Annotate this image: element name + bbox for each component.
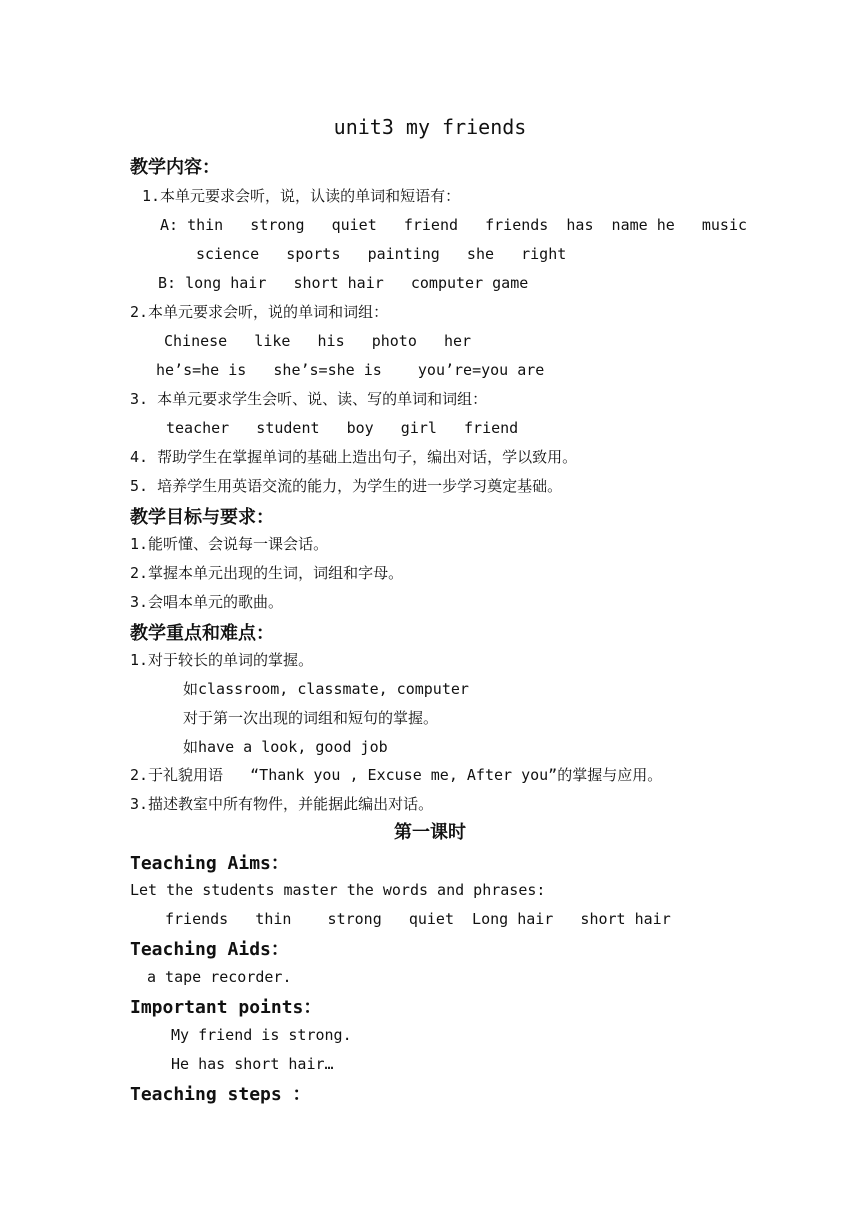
- content-line-9: teacher student boy girl friend: [166, 419, 519, 437]
- teaching-steps-heading: Teaching steps ：: [130, 1084, 311, 1105]
- goals-line-2: 2.掌握本单元出现的生词，词组和字母。: [130, 564, 404, 582]
- key-line-1: 1.对于较长的单词的掌握。: [130, 651, 314, 669]
- aims-line-1: Let the students master the words and phrases:: [130, 881, 546, 899]
- content-line-2: A: thin strong quiet friend friends has name he music: [160, 216, 747, 234]
- content-line-8: 3. 本单元要求学生会听、说、读、写的单词和词组：: [130, 390, 488, 408]
- important-points-heading: Important points：: [130, 997, 322, 1018]
- points-line-2: He has short hair…: [171, 1055, 334, 1073]
- aims-line-2: friends thin strong quiet Long hair short hair: [165, 910, 671, 928]
- content-line-7: he’s=he is she’s=she is you’re=you are: [156, 361, 545, 379]
- goals-line-1: 1.能听懂、会说每一课会话。: [130, 535, 329, 553]
- teaching-aids-heading: Teaching Aids：: [130, 939, 289, 960]
- content-line-4: B: long hair short hair computer game: [158, 274, 529, 292]
- section-heading-goals: 教学目标与要求：: [130, 507, 274, 528]
- key-line-5: 2.于礼貌用语 “Thank you , Excuse me, After you”的掌握与应用。: [130, 766, 663, 784]
- goals-line-3: 3.会唱本单元的歌曲。: [130, 593, 284, 611]
- content-line-3: science sports painting she right: [196, 245, 567, 263]
- content-line-11: 5. 培养学生用英语交流的能力，为学生的进一步学习奠定基础。: [130, 477, 563, 495]
- content-line-1: 1.本单元要求会听，说，认读的单词和短语有：: [142, 187, 461, 205]
- section-heading-key-points: 教学重点和难点：: [130, 623, 274, 644]
- content-line-5: 2.本单元要求会听，说的单词和词组：: [130, 303, 389, 321]
- key-line-4: 如have a look, good job: [183, 738, 388, 756]
- aids-line-1: a tape recorder.: [147, 968, 292, 986]
- teaching-aims-heading: Teaching Aims：: [130, 853, 289, 874]
- content-line-10: 4. 帮助学生在掌握单词的基础上造出句子，编出对话，学以致用。: [130, 448, 578, 466]
- lesson-heading: 第一课时: [394, 822, 466, 843]
- content-line-6: Chinese like his photo her: [164, 332, 472, 350]
- key-line-6: 3.描述教室中所有物件，并能据此编出对话。: [130, 795, 434, 813]
- points-line-1: My friend is strong.: [171, 1026, 352, 1044]
- key-line-2: 如classroom, classmate, computer: [183, 680, 469, 698]
- key-line-3: 对于第一次出现的词组和短句的掌握。: [183, 709, 439, 727]
- document-title: unit3 my friends: [333, 115, 527, 139]
- section-heading-content: 教学内容：: [130, 157, 220, 178]
